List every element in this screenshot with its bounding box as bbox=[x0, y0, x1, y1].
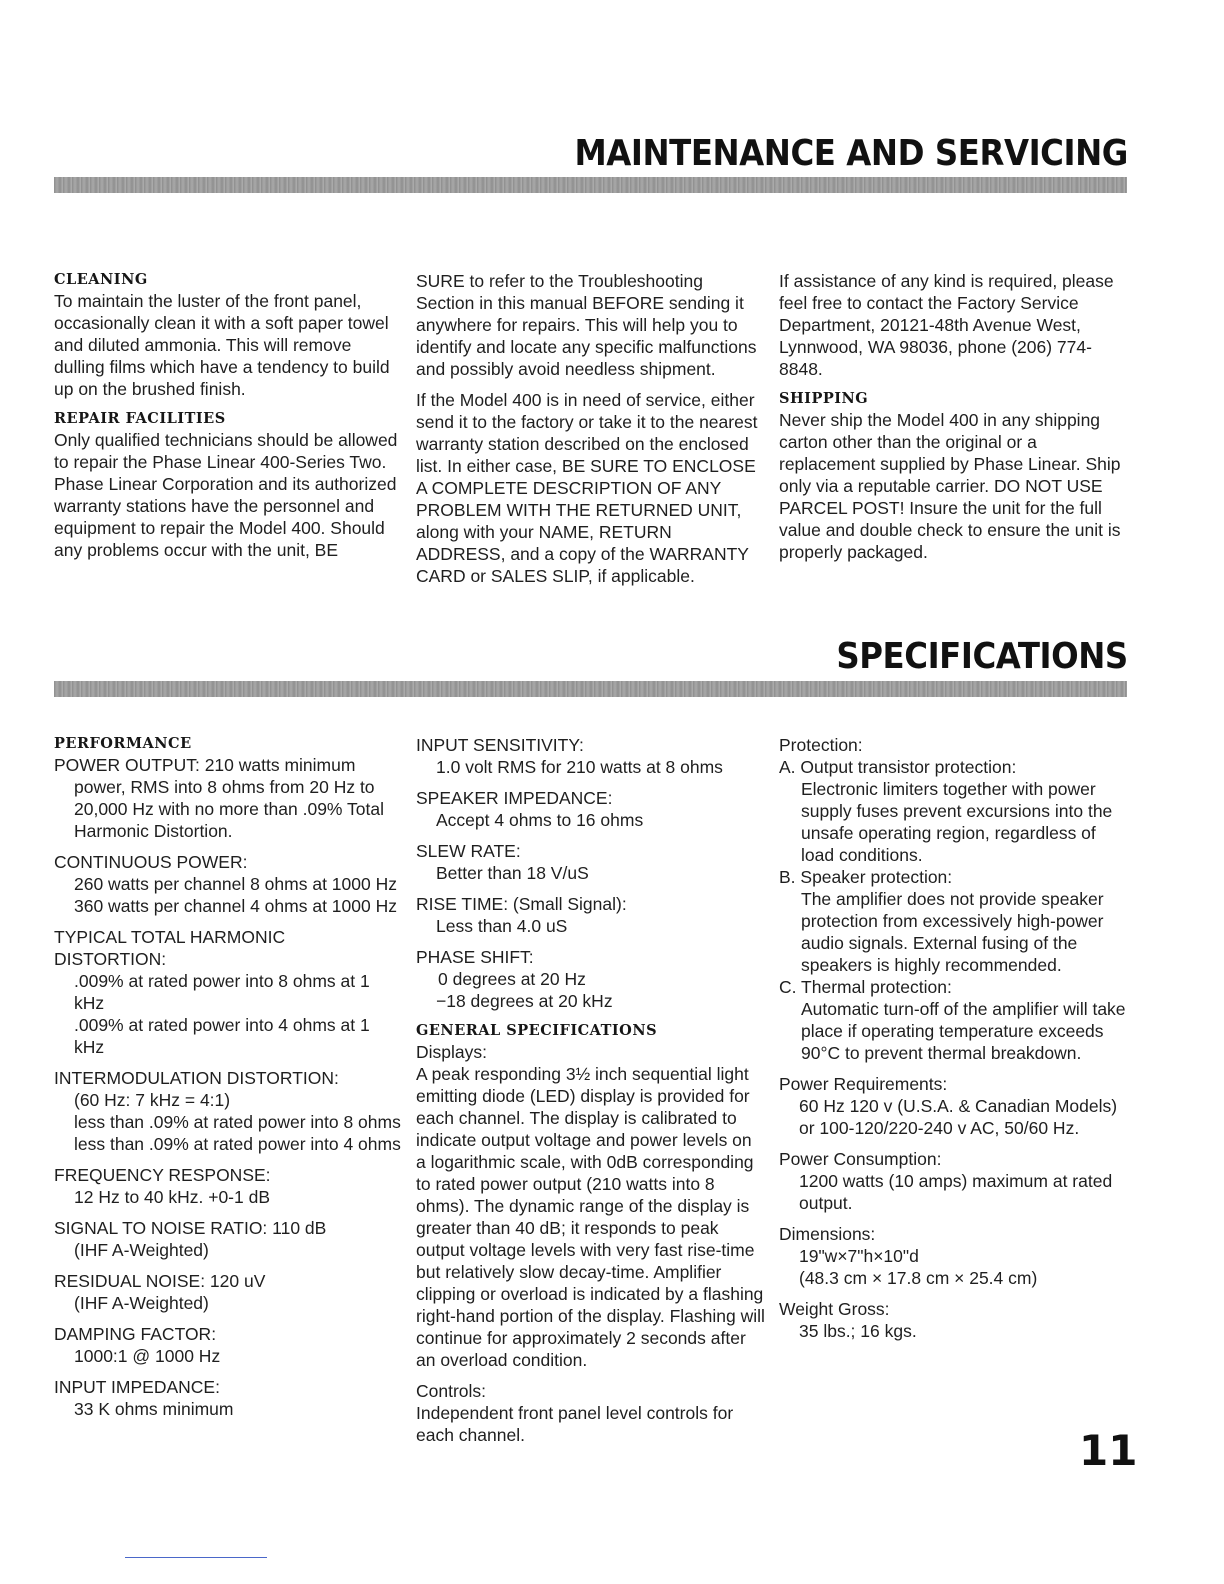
dimensions-spec bbox=[779, 1223, 1127, 1289]
shipping-heading: SHIPPING bbox=[779, 390, 869, 407]
displays-text: A peak responding 3½ inch sequential light emitting diode (LED) display is provided for each channel. The display is calibrated to indicate output voltage and power levels on a logarithmic scale, with 0dB corresponding to rated power output (210 watts into 8 ohms). The dynamic range of the display is greater than 40 dB; it responds to peak output voltage levels with very fast rise-time but relatively slow decay-time. Amplifier clipping or overload is indicated by a flashing right-hand portion of the display. Flashing will continue for approximately 2 seconds after an overload condition. bbox=[416, 1064, 765, 1370]
protection-c-text: Automatic turn-off of the amplifier will take place if operating temperature exceeds 90°C to prevent thermal breakdown. bbox=[801, 999, 1126, 1063]
maintenance-column-2 bbox=[416, 270, 764, 596]
input-impedance-value: 33 K ohms minimum bbox=[74, 1399, 234, 1419]
protection-a-text: Electronic limiters together with power supply fuses prevent excursions into the unsafe operating region, regardless of load conditions. bbox=[801, 779, 1113, 865]
residual-noise-value: (IHF A-Weighted) bbox=[74, 1293, 209, 1313]
maintenance-title: MAINTENANCE AND SERVICING bbox=[574, 133, 1128, 174]
service-text: If the Model 400 is in need of service, either send it to the factory or take it to the nearest warranty station described on the enclosed list. In either case, BE SURE TO ENCLOSE A COMPLETE DESCRIPTION OF ANY PROBLEM WITH THE RETURNED UNIT, along with your NAME, RETURN ADDRESS, and a copy of the WARRANTY CARD or SALES SLIP, if applicable. bbox=[416, 390, 758, 586]
dimensions-label: Dimensions: bbox=[779, 1224, 876, 1244]
page-number: 11 bbox=[1079, 1426, 1138, 1475]
power-requirements-label: Power Requirements: bbox=[779, 1074, 948, 1094]
speaker-impedance-label: SPEAKER IMPEDANCE: bbox=[416, 788, 613, 808]
imd-spec bbox=[54, 1067, 402, 1155]
repair-text: Only qualified technicians should be allowed to repair the Phase Linear 400-Series Two. Phase Linear Corporation and its authorized warranty stations have the personnel and equipment to repair the Model 400. Should any problems occur with the unit, BE bbox=[54, 430, 398, 560]
protection-b-text: The amplifier does not provide speaker protection from excessively high-power audio signals. External fusing of the speakers is highly recommended. bbox=[801, 889, 1104, 975]
general-specifications-heading: GENERAL SPECIFICATIONS bbox=[416, 1022, 658, 1039]
speaker-impedance-value: Accept 4 ohms to 16 ohms bbox=[436, 810, 644, 830]
phase-shift-20khz: −18 degrees at 20 kHz bbox=[436, 991, 613, 1011]
performance-heading: PERFORMANCE bbox=[54, 735, 192, 752]
snr-value: (IHF A-Weighted) bbox=[74, 1240, 209, 1260]
power-consumption-label: Power Consumption: bbox=[779, 1149, 942, 1169]
dimensions-inches: 19"w×7"h×10"d bbox=[799, 1246, 919, 1266]
power-consumption-spec bbox=[779, 1148, 1127, 1214]
input-sensitivity-label: INPUT SENSITIVITY: bbox=[416, 735, 584, 755]
displays-spec bbox=[416, 1041, 766, 1371]
residual-noise-label: RESIDUAL NOISE: 120 uV bbox=[54, 1271, 266, 1291]
thd-label: TYPICAL TOTAL HARMONIC DISTORTION: bbox=[54, 927, 286, 969]
power-requirements-value: 60 Hz 120 v (U.S.A. & Canadian Models) or 100-120/220-240 v AC, 50/60 Hz. bbox=[799, 1096, 1118, 1138]
slew-rate-label: SLEW RATE: bbox=[416, 841, 521, 861]
imd-label: INTERMODULATION DISTORTION: bbox=[54, 1068, 339, 1088]
cleaning-heading: CLEANING bbox=[54, 271, 148, 288]
power-consumption-value: 1200 watts (10 amps) maximum at rated output. bbox=[799, 1171, 1113, 1213]
slew-rate-spec bbox=[416, 840, 766, 884]
snr-label: SIGNAL TO NOISE RATIO: 110 dB bbox=[54, 1218, 327, 1238]
damping-factor-label: DAMPING FACTOR: bbox=[54, 1324, 217, 1344]
factory-contact-text: If assistance of any kind is required, please feel free to contact the Factory Service Department, 20121-48th Avenue West, Lynnwood, WA 98036, phone (206) 774-8848. bbox=[779, 271, 1114, 379]
weight-label: Weight Gross: bbox=[779, 1299, 890, 1319]
section-rule bbox=[54, 681, 1127, 697]
phase-shift-label: PHASE SHIFT: bbox=[416, 947, 534, 967]
specifications-title: SPECIFICATIONS bbox=[836, 636, 1128, 677]
weight-spec bbox=[779, 1298, 1127, 1342]
phase-shift-spec bbox=[416, 946, 766, 1012]
protection-a-label: A. Output transistor protection: bbox=[779, 757, 1017, 777]
imd-4ohm: less than .09% at rated power into 4 ohms bbox=[74, 1134, 401, 1154]
section-rule bbox=[54, 177, 1127, 193]
frequency-response-value: 12 Hz to 40 kHz. +0-1 dB bbox=[74, 1187, 271, 1207]
protection-spec bbox=[779, 734, 1127, 1064]
thd-spec bbox=[54, 926, 402, 1058]
rise-time-value: Less than 4.0 uS bbox=[436, 916, 568, 936]
displays-label: Displays: bbox=[416, 1042, 487, 1062]
thd-8ohm: .009% at rated power into 8 ohms at 1 kHz bbox=[74, 971, 370, 1013]
protection-c-label: C. Thermal protection: bbox=[779, 977, 952, 997]
input-sensitivity-spec bbox=[416, 734, 766, 778]
shipping-text: Never ship the Model 400 in any shipping carton other than the original or a replacement supplied by Phase Linear. Ship only via a reputable carrier. DO NOT USE PARCEL POST! Insure the unit for the full value and double check to ensure the unit is properly packaged. bbox=[779, 410, 1121, 562]
speaker-impedance-spec bbox=[416, 787, 766, 831]
continuous-power-8ohm: 260 watts per channel 8 ohms at 1000 Hz bbox=[74, 874, 397, 894]
damping-factor-value: 1000:1 @ 1000 Hz bbox=[74, 1346, 221, 1366]
weight-value: 35 lbs.; 16 kgs. bbox=[799, 1321, 917, 1341]
controls-label: Controls: bbox=[416, 1381, 487, 1401]
frequency-response-spec bbox=[54, 1164, 402, 1208]
specs-column-1 bbox=[54, 734, 402, 1429]
protection-b-label: B. Speaker protection: bbox=[779, 867, 953, 887]
maintenance-column-3 bbox=[779, 270, 1127, 572]
input-impedance-label: INPUT IMPEDANCE: bbox=[54, 1377, 220, 1397]
thd-4ohm: .009% at rated power into 4 ohms at 1 kHz bbox=[74, 1015, 370, 1057]
controls-text: Independent front panel level controls for each channel. bbox=[416, 1403, 734, 1445]
cleaning-text: To maintain the luster of the front panel, occasionally clean it with a soft paper towel and diluted ammonia. This will remove dulling films which have a tendency to build up on the brushed finish. bbox=[54, 291, 390, 399]
repair-heading: REPAIR FACILITIES bbox=[54, 410, 226, 427]
continuous-power-spec bbox=[54, 851, 402, 917]
specs-column-2 bbox=[416, 734, 766, 1455]
phase-shift-20hz: 0 degrees at 20 Hz bbox=[438, 969, 586, 989]
snr-spec bbox=[54, 1217, 402, 1261]
controls-spec bbox=[416, 1380, 766, 1446]
repair-continued-text: SURE to refer to the Troubleshooting Section in this manual BEFORE sending it anywhere for repairs. This will help you to identify and locate any specific malfunctions and possibly avoid needless shipment. bbox=[416, 271, 757, 379]
damping-factor-spec bbox=[54, 1323, 402, 1367]
footer-link-underline bbox=[125, 1557, 267, 1558]
continuous-power-label: CONTINUOUS POWER: bbox=[54, 852, 248, 872]
protection-label: Protection: bbox=[779, 735, 863, 755]
input-sensitivity-value: 1.0 volt RMS for 210 watts at 8 ohms bbox=[436, 757, 723, 777]
maintenance-column-1 bbox=[54, 270, 402, 570]
power-output-spec: POWER OUTPUT: 210 watts minimum power, RMS into 8 ohms from 20 Hz to 20,000 Hz with no more than .09% Total Harmonic Distortion. bbox=[54, 755, 385, 841]
residual-noise-spec bbox=[54, 1270, 402, 1314]
imd-8ohm: less than .09% at rated power into 8 ohms bbox=[74, 1112, 401, 1132]
input-impedance-spec bbox=[54, 1376, 402, 1420]
rise-time-label: RISE TIME: (Small Signal): bbox=[416, 894, 627, 914]
continuous-power-4ohm: 360 watts per channel 4 ohms at 1000 Hz bbox=[74, 896, 397, 916]
dimensions-cm: (48.3 cm × 17.8 cm × 25.4 cm) bbox=[799, 1268, 1038, 1288]
power-requirements-spec bbox=[779, 1073, 1127, 1139]
imd-ratio: (60 Hz: 7 kHz = 4:1) bbox=[74, 1090, 231, 1110]
rise-time-spec bbox=[416, 893, 766, 937]
frequency-response-label: FREQUENCY RESPONSE: bbox=[54, 1165, 271, 1185]
slew-rate-value: Better than 18 V/uS bbox=[436, 863, 589, 883]
specs-column-3 bbox=[779, 734, 1127, 1351]
